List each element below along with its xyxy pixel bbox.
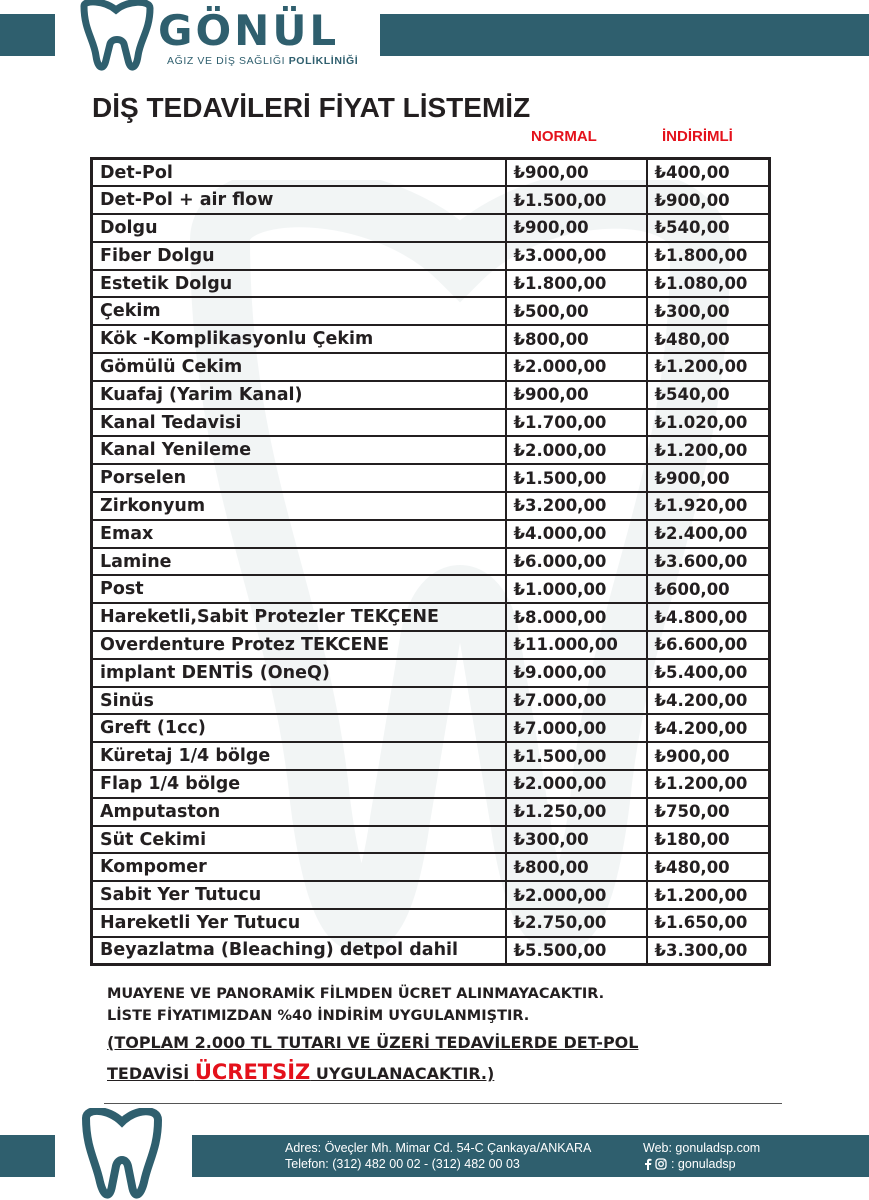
brand-name: GÖNÜL [158,6,340,55]
price-discount: ₺1.650,00 [647,909,770,937]
table-row [92,297,770,325]
treatment-name: Sabit Yer Tutucu [92,881,506,909]
table-row [92,548,770,576]
tooth-logo-footer-icon [78,1108,166,1200]
price-normal: ₺1.000,00 [506,575,647,603]
brand-subtitle [167,55,358,67]
price-normal: ₺2.000,00 [506,770,647,798]
footer-web-link[interactable]: Web: gonuladsp.com [643,1141,761,1155]
price-normal: ₺900,00 [506,214,647,242]
table-row [92,714,770,742]
treatment-name: Greft (1cc) [92,714,506,742]
brand-subtitle-bold: POLİKLİNİĞİ [288,55,359,67]
price-normal: ₺1.800,00 [506,270,647,298]
price-discount: ₺900,00 [647,186,770,214]
column-header-discount: İNDİRİMLİ [662,128,733,145]
price-discount: ₺4.200,00 [647,714,770,742]
price-normal: ₺7.000,00 [506,687,647,715]
table-row [92,409,770,437]
treatment-name: Küretaj 1/4 bölge [92,742,506,770]
price-normal: ₺6.000,00 [506,548,647,576]
footer-bar-left [0,1135,55,1177]
table-row [92,353,770,381]
treatment-name: Kanal Tedavisi [92,409,506,437]
treatment-name: Flap 1/4 bölge [92,770,506,798]
price-discount: ₺900,00 [647,464,770,492]
treatment-name: Kanal Yenileme [92,436,506,464]
social-handle: : gonuladsp [670,1157,736,1171]
price-discount: ₺600,00 [647,575,770,603]
table-row [92,631,770,659]
table-row [92,909,770,937]
price-normal: ₺900,00 [506,381,647,409]
treatment-name: Kompomer [92,853,506,881]
table-row [92,492,770,520]
table-row [92,687,770,715]
price-discount: ₺5.400,00 [647,659,770,687]
table-row [92,270,770,298]
table-row [92,381,770,409]
treatment-name: Hareketli Yer Tutucu [92,909,506,937]
price-discount: ₺1.920,00 [647,492,770,520]
treatment-name: Kuafaj (Yarim Kanal) [92,381,506,409]
facebook-icon[interactable] [643,1158,652,1170]
treatment-name: Det-Pol + air flow [92,186,506,214]
table-row [92,798,770,826]
footer-phone: Telefon: (312) 482 00 02 - (312) 482 00 03 [285,1157,520,1171]
price-normal: ₺2.000,00 [506,881,647,909]
instagram-icon[interactable] [655,1158,667,1170]
price-discount: ₺900,00 [647,742,770,770]
treatment-name: Süt Cekimi [92,826,506,854]
table-row [92,464,770,492]
table-row [92,436,770,464]
price-normal: ₺2.000,00 [506,436,647,464]
treatment-name: Sinüs [92,687,506,715]
price-discount: ₺1.200,00 [647,436,770,464]
treatment-name: Emax [92,520,506,548]
treatment-name: Kök -Komplikasyonlu Çekim [92,325,506,353]
price-discount: ₺3.300,00 [647,937,770,965]
price-table [90,157,771,966]
treatment-name: implant DENTİS (OneQ) [92,659,506,687]
treatment-name: Amputaston [92,798,506,826]
price-normal: ₺500,00 [506,297,647,325]
treatment-name: Porselen [92,464,506,492]
table-row [92,826,770,854]
price-table-body [92,159,770,965]
price-discount: ₺540,00 [647,381,770,409]
treatment-name: Overdenture Protez TEKCENE [92,631,506,659]
price-normal: ₺3.200,00 [506,492,647,520]
tooth-logo-icon [78,0,156,72]
brand-subtitle-regular: AĞIZ VE DİŞ SAĞLIĞI [167,55,289,67]
treatment-name: Post [92,575,506,603]
table-row [92,770,770,798]
price-discount: ₺750,00 [647,798,770,826]
price-discount: ₺1.200,00 [647,770,770,798]
header-bar-left [0,14,55,56]
price-normal: ₺2.000,00 [506,353,647,381]
treatment-name: Det-Pol [92,159,506,187]
treatment-name: Fiber Dolgu [92,242,506,270]
table-row [92,159,770,187]
price-normal: ₺1.500,00 [506,186,647,214]
treatment-name: Çekim [92,297,506,325]
price-normal: ₺1.500,00 [506,742,647,770]
price-normal: ₺8.000,00 [506,603,647,631]
footer-address: Adres: Öveçler Mh. Mimar Cd. 54-C Çankaya/ANKARA [285,1141,592,1155]
table-row [92,742,770,770]
table-row [92,520,770,548]
price-discount: ₺4.800,00 [647,603,770,631]
price-discount: ₺4.200,00 [647,687,770,715]
table-row [92,575,770,603]
table-row [92,659,770,687]
table-row [92,603,770,631]
price-normal: ₺300,00 [506,826,647,854]
price-discount: ₺300,00 [647,297,770,325]
free-label: ÜCRETSİZ [194,1060,311,1084]
note-free-treatment-post: UYGULANACAKTIR.) [310,1064,495,1083]
price-normal: ₺2.750,00 [506,909,647,937]
price-normal: ₺4.000,00 [506,520,647,548]
table-row [92,186,770,214]
price-discount: ₺1.800,00 [647,242,770,270]
note-total-condition: (TOPLAM 2.000 TL TUTARI VE ÜZERİ TEDAVİLERDE DET-POL [107,1033,639,1052]
treatment-name: Beyazlatma (Bleaching) detpol dahil [92,937,506,965]
footer-social[interactable] [643,1157,736,1171]
price-discount: ₺1.080,00 [647,270,770,298]
divider [104,1103,782,1104]
price-discount: ₺480,00 [647,853,770,881]
table-row [92,214,770,242]
table-row [92,325,770,353]
price-normal: ₺1.500,00 [506,464,647,492]
price-normal: ₺3.000,00 [506,242,647,270]
page-title: DİŞ TEDAVİLERİ FİYAT LİSTEMİZ [92,92,531,123]
price-normal: ₺900,00 [506,159,647,187]
price-discount: ₺1.020,00 [647,409,770,437]
price-discount: ₺180,00 [647,826,770,854]
price-discount: ₺3.600,00 [647,548,770,576]
price-discount: ₺1.200,00 [647,353,770,381]
header-bar-right [380,14,869,56]
price-normal: ₺5.500,00 [506,937,647,965]
price-discount: ₺480,00 [647,325,770,353]
treatment-name: Zirkonyum [92,492,506,520]
price-normal: ₺800,00 [506,325,647,353]
treatment-name: Gömülü Cekim [92,353,506,381]
treatment-name: Lamine [92,548,506,576]
price-normal: ₺1.250,00 [506,798,647,826]
price-normal: ₺1.700,00 [506,409,647,437]
price-normal: ₺7.000,00 [506,714,647,742]
note-free-exam: MUAYENE VE PANORAMİK FİLMDEN ÜCRET ALINMAYACAKTIR. [107,986,605,1002]
price-normal: ₺800,00 [506,853,647,881]
table-row [92,881,770,909]
price-discount: ₺6.600,00 [647,631,770,659]
column-header-normal: NORMAL [531,128,597,145]
price-discount: ₺2.400,00 [647,520,770,548]
price-normal: ₺9.000,00 [506,659,647,687]
price-discount: ₺400,00 [647,159,770,187]
table-row [92,242,770,270]
price-discount: ₺1.200,00 [647,881,770,909]
note-free-treatment [107,1060,494,1084]
table-row [92,853,770,881]
treatment-name: Hareketli,Sabit Protezler TEKÇENE [92,603,506,631]
treatment-name: Dolgu [92,214,506,242]
price-discount: ₺540,00 [647,214,770,242]
note-discount: LİSTE FİYATIMIZDAN %40 İNDİRİM UYGULANMIŞTIR. [107,1008,530,1024]
price-normal: ₺11.000,00 [506,631,647,659]
treatment-name: Estetik Dolgu [92,270,506,298]
table-row [92,937,770,965]
note-free-treatment-pre: TEDAVİSİ [107,1064,195,1083]
